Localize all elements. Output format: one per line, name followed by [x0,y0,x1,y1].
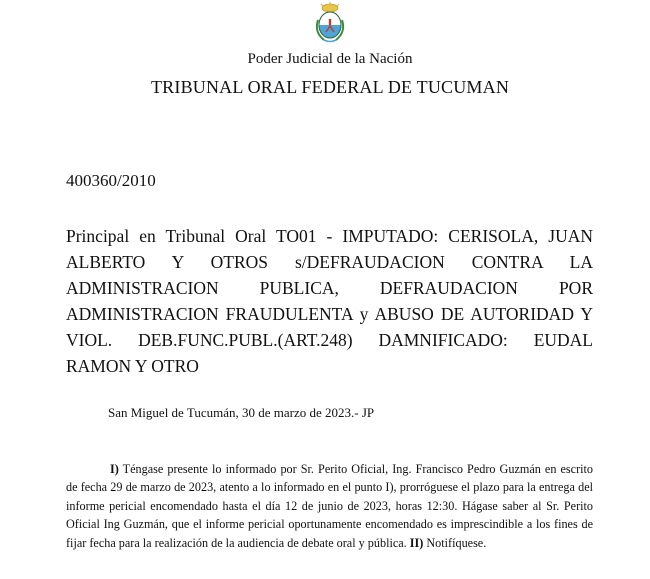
institution-name: Poder Judicial de la Nación [247,51,413,67]
case-number: 400360/2010 [66,171,156,190]
case-caption: Principal en Tribunal Oral TO01 - IMPUTADO: CERISOLA, JUAN ALBERTO Y OTROS s/DEFRAUDACION CONTRA LA ADMINISTRACION PUBLICA, DEFRAUDACION POR ADMINISTRACION FRAUDULENTA y ABUSO DE AUTORIDAD Y VIOL. DEB.FUNC.PUBL.(ART.248) DAMNIFICADO: EUDAL RAMON Y OTRO [66,226,593,376]
resolution-text [66,460,593,552]
coat-of-arms-icon [312,2,348,44]
item1-label: I) [110,462,119,476]
item2-text: Notifíquese. [423,535,487,550]
court-name: TRIBUNAL ORAL FEDERAL DE TUCUMAN [150,77,510,97]
date-line: San Miguel de Tucumán, 30 de marzo de 2023.- JP [108,405,375,420]
item1-text: Téngase presente lo informado por Sr. Perito Oficial, Ing. Francisco Pedro Guzmán en escrito de fecha 29 de marzo de 2023, atento a lo informado en el punto I), prorróguese el plazo para la entrega del informe pericial encomendado hasta el día 12 de junio de 2023, horas 12:30. Hágase saber al Sr. Perito Oficial Ing Guzmán, que el informe pericial oportunamente encomendado es imprescindible a los fines de fijar fecha para la realización de la audiencia de debate oral y pública. [66,462,593,550]
item2-label: II) [409,535,424,550]
